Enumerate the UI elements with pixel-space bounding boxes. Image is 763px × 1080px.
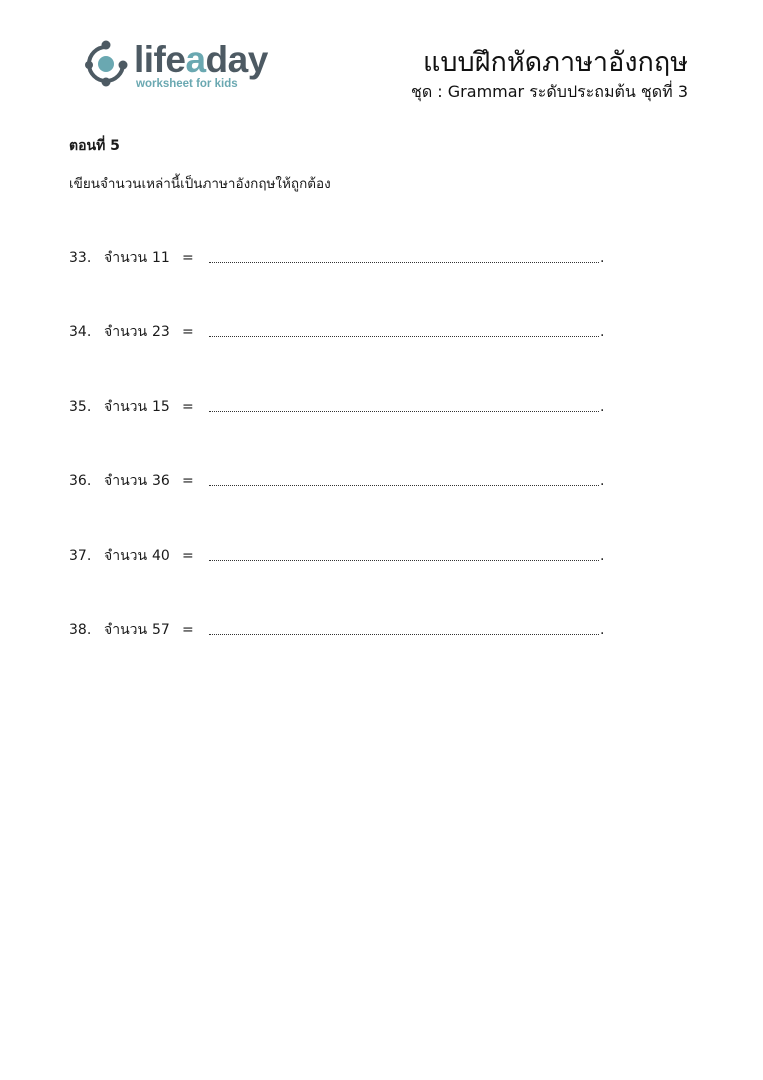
section-instruction: เขียนจำนวนเหล่านี้เป็นภาษาอังกฤษให้ถูกต้อง [69,176,331,192]
lifeaday-logo [80,38,280,98]
question-list [69,248,629,694]
logo-word-left: life [134,39,186,80]
logo-word-accent: a [185,39,206,80]
equals-sign: = [182,250,194,266]
equals-sign: = [182,547,194,564]
question-label: จำนวน [104,547,148,564]
worksheet-title: แบบฝึกหัดภาษาอังกฤษ [423,47,688,78]
question-item [69,322,629,396]
answer-line[interactable] [209,322,605,342]
worksheet-subtitle: ชุด : Grammar ระดับประถมต้น ชุดที่ 3 [410,82,688,101]
question-number: 36. [69,473,92,490]
question-label: จำนวน [104,473,148,490]
answer-line-end: . [600,324,605,341]
question-label: จำนวน [104,398,148,415]
question-value: 11 [152,250,170,266]
question-value: 36 [152,473,170,490]
question-value: 40 [152,547,170,564]
question-number: 33. [69,250,92,266]
question-label: จำนวน [104,621,148,638]
question-label: จำนวน [104,324,148,341]
answer-line-end: . [600,621,605,638]
equals-sign: = [182,324,194,341]
question-value: 23 [152,324,170,341]
answer-line[interactable] [209,397,605,417]
question-item [69,248,629,322]
answer-line[interactable] [209,471,605,491]
section-title: ตอนที่ 5 [69,138,120,154]
question-number: 35. [69,398,92,415]
question-value: 15 [152,398,170,415]
question-item [69,471,629,545]
question-item [69,546,629,620]
logo-word-right: day [205,39,268,80]
question-item [69,397,629,471]
answer-line[interactable] [209,620,605,640]
question-number: 38. [69,621,92,638]
answer-line-end: . [600,398,605,415]
equals-sign: = [182,473,194,490]
question-number: 37. [69,547,92,564]
equals-sign: = [182,398,194,415]
logo-wordmark [134,40,268,80]
answer-line-end: . [600,547,605,564]
question-value: 57 [152,621,170,638]
logo-molecule-icon [80,38,132,90]
answer-line[interactable] [209,248,605,268]
question-number: 34. [69,324,92,341]
answer-line-end: . [600,473,605,490]
answer-line[interactable] [209,546,605,566]
question-label: จำนวน [104,250,148,266]
question-item [69,620,629,694]
answer-line-end: . [600,250,605,266]
equals-sign: = [182,621,194,638]
logo-tagline: worksheet for kids [136,78,238,90]
